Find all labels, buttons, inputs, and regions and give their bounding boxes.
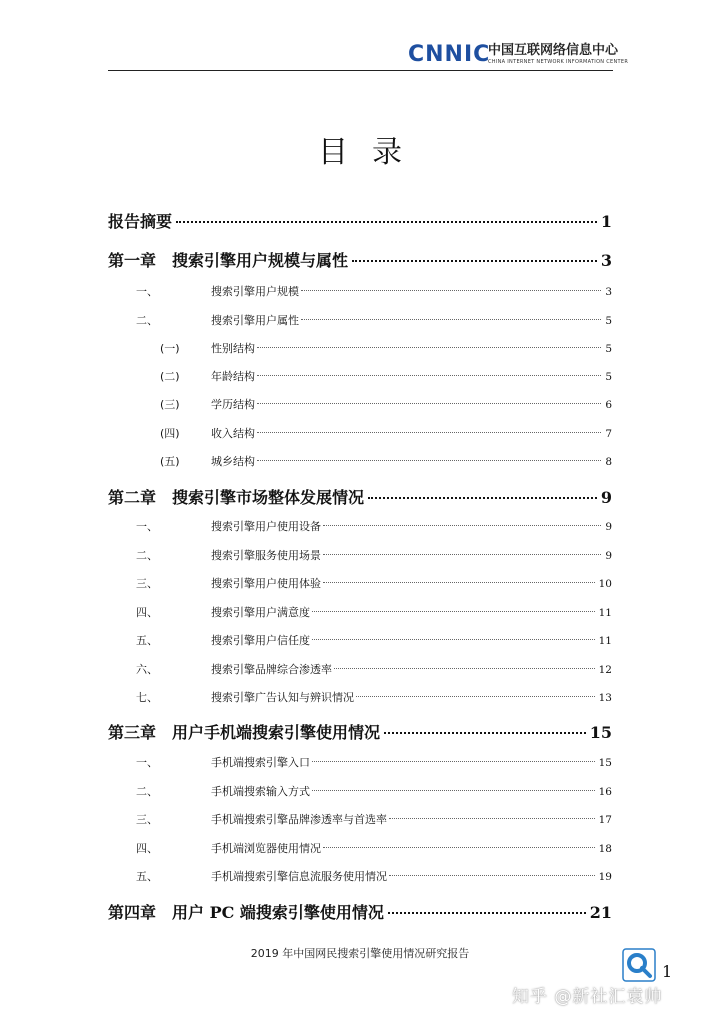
dot-leader <box>312 790 595 791</box>
chapter-number: 第二章 <box>108 488 157 507</box>
toc-page: 12 <box>598 664 612 676</box>
section-number: 七、 <box>136 691 158 704</box>
dot-leader <box>334 668 595 669</box>
toc-label: 手机端搜索引擎品牌渗透率与首选率 <box>211 813 387 826</box>
dot-leader <box>352 260 597 262</box>
dot-leader <box>257 432 601 433</box>
toc-page: 1 <box>600 212 612 231</box>
toc-section[interactable] <box>108 575 612 591</box>
dot-leader <box>323 847 595 848</box>
report-logo-icon <box>622 948 656 982</box>
dot-leader <box>384 732 586 734</box>
toc-section[interactable] <box>108 754 612 770</box>
dot-leader <box>312 611 595 612</box>
toc-section[interactable] <box>108 283 612 299</box>
section-number: 五、 <box>136 870 158 883</box>
toc-page: 9 <box>605 550 612 562</box>
toc-label: 搜索引擎服务使用场景 <box>211 549 321 562</box>
chapter-number: 第一章 <box>108 251 157 270</box>
toc-label: 搜索引擎用户满意度 <box>211 606 310 619</box>
toc-label: 性别结构 <box>211 342 255 355</box>
dot-leader <box>368 497 597 499</box>
dot-leader <box>257 375 601 376</box>
dot-leader <box>257 403 601 404</box>
logo-wordmark: CNNIC <box>408 42 491 67</box>
section-number: 六、 <box>136 663 158 676</box>
chapter-number: 第三章 <box>108 723 157 742</box>
toc-page: 5 <box>605 371 612 383</box>
toc-label: 用户 PC 端搜索引擎使用情况 <box>172 903 384 922</box>
toc-label: 用户手机端搜索引擎使用情况 <box>172 723 381 742</box>
toc-section[interactable] <box>108 840 612 856</box>
dot-leader <box>257 347 601 348</box>
dot-leader <box>323 582 595 583</box>
subsection-number: (四) <box>160 427 180 440</box>
toc-label: 搜索引擎用户属性 <box>211 314 299 327</box>
toc-subsection[interactable] <box>108 425 612 441</box>
chapter-number: 第四章 <box>108 903 157 922</box>
toc-subsection[interactable] <box>108 453 612 469</box>
toc-section[interactable] <box>108 632 612 648</box>
section-number: 三、 <box>136 813 158 826</box>
toc-subsection[interactable] <box>108 368 612 384</box>
section-number: 一、 <box>136 520 158 533</box>
toc-label: 搜索引擎市场整体发展情况 <box>172 488 365 507</box>
dot-leader <box>389 818 595 819</box>
toc-label: 收入结构 <box>211 427 255 440</box>
section-number: 四、 <box>136 842 158 855</box>
dot-leader <box>301 290 601 291</box>
toc-page: 6 <box>605 399 612 411</box>
toc-page: 18 <box>598 843 612 855</box>
dot-leader <box>301 319 601 320</box>
toc-page: 9 <box>605 521 612 533</box>
dot-leader <box>323 554 601 555</box>
toc-label: 搜索引擎广告认知与辨识情况 <box>211 691 354 704</box>
toc-page: 8 <box>605 456 612 468</box>
toc-label: 手机端搜索输入方式 <box>211 785 310 798</box>
section-number: 一、 <box>136 285 158 298</box>
section-number: 一、 <box>136 756 158 769</box>
toc-subsection[interactable] <box>108 396 612 412</box>
toc-label: 学历结构 <box>211 398 255 411</box>
toc-label: 搜索引擎品牌综合渗透率 <box>211 663 332 676</box>
toc-label: 搜索引擎用户使用设备 <box>211 520 321 533</box>
toc-chapter-2[interactable] <box>108 485 612 508</box>
toc-section[interactable] <box>108 312 612 328</box>
toc-page: 3 <box>605 286 612 298</box>
toc-chapter-4[interactable] <box>108 900 612 923</box>
toc-page: 13 <box>598 692 612 704</box>
toc-page: 15 <box>598 757 612 769</box>
toc-label: 搜索引擎用户信任度 <box>211 634 310 647</box>
dot-leader <box>356 696 595 697</box>
dot-leader <box>389 875 595 876</box>
toc-label: 报告摘要 <box>108 212 173 231</box>
toc-subsection[interactable] <box>108 340 612 356</box>
toc-page: 15 <box>589 723 612 742</box>
toc-label: 手机端浏览器使用情况 <box>211 842 321 855</box>
toc-page: 17 <box>598 814 612 826</box>
cnnic-logo <box>408 42 629 68</box>
section-number: 五、 <box>136 634 158 647</box>
toc-section[interactable] <box>108 811 612 827</box>
toc-page: 5 <box>605 343 612 355</box>
toc-section[interactable] <box>108 661 612 677</box>
section-number: 二、 <box>136 549 158 562</box>
dot-leader <box>176 221 597 223</box>
page-number: 1 <box>662 962 673 981</box>
toc-section[interactable] <box>108 547 612 563</box>
toc-page: 3 <box>600 251 612 270</box>
dot-leader <box>388 912 586 914</box>
toc-section[interactable] <box>108 868 612 884</box>
toc-page: 5 <box>605 315 612 327</box>
dot-leader <box>257 460 601 461</box>
toc-label: 搜索引擎用户使用体验 <box>211 577 321 590</box>
toc-label: 搜索引擎用户规模 <box>211 285 299 298</box>
toc-page: 19 <box>598 871 612 883</box>
toc-page: 7 <box>605 428 612 440</box>
subsection-number: (五) <box>160 455 180 468</box>
toc-section[interactable] <box>108 518 612 534</box>
header-rule <box>108 70 613 71</box>
section-number: 四、 <box>136 606 158 619</box>
toc-chapter-1[interactable] <box>108 248 612 271</box>
dot-leader <box>323 525 601 526</box>
toc-page: 11 <box>598 607 612 619</box>
report-footer: 2019 年中国网民搜索引擎使用情况研究报告 <box>250 947 470 960</box>
subsection-number: (二) <box>160 370 180 383</box>
logo-english-name: CHINA INTERNET NETWORK INFORMATION CENTER <box>488 59 629 65</box>
page-title: 目录 <box>318 135 426 170</box>
toc-page: 10 <box>598 578 612 590</box>
toc-label: 手机端搜索引擎信息流服务使用情况 <box>211 870 387 883</box>
toc-page: 9 <box>600 488 612 507</box>
subsection-number: (一) <box>160 342 180 355</box>
toc-page: 11 <box>598 635 612 647</box>
toc-entry-summary[interactable] <box>108 209 612 232</box>
dot-leader <box>312 761 595 762</box>
section-number: 二、 <box>136 785 158 798</box>
toc-section[interactable] <box>108 783 612 799</box>
dot-leader <box>312 639 595 640</box>
section-number: 二、 <box>136 314 158 327</box>
toc-label: 手机端搜索引擎入口 <box>211 756 310 769</box>
toc-section[interactable] <box>108 689 612 705</box>
section-number: 三、 <box>136 577 158 590</box>
toc-page: 16 <box>598 786 612 798</box>
watermark: 知乎 @新社汇袁帅 <box>512 987 663 1007</box>
toc-label: 城乡结构 <box>211 455 255 468</box>
toc-page: 21 <box>589 903 612 922</box>
subsection-number: (三) <box>160 398 180 411</box>
logo-chinese-name: 中国互联网络信息中心 <box>488 43 619 58</box>
toc-section[interactable] <box>108 604 612 620</box>
toc-chapter-3[interactable] <box>108 720 612 743</box>
toc-label: 年龄结构 <box>211 370 255 383</box>
toc-label: 搜索引擎用户规模与属性 <box>172 251 349 270</box>
